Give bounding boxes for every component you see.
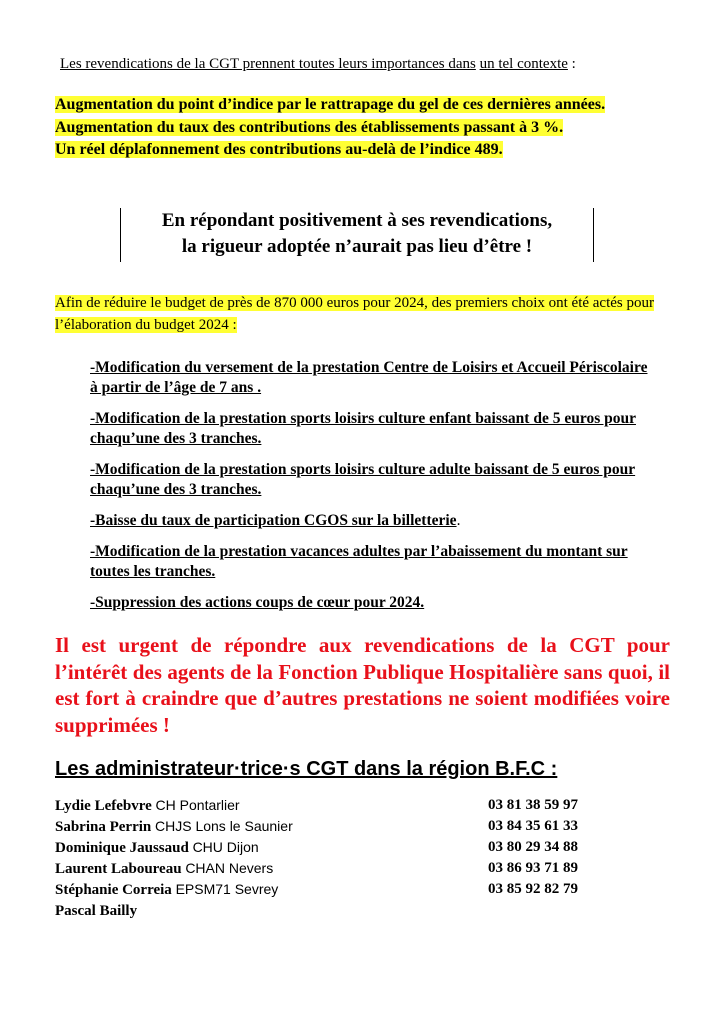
measure-text: -Modification du versement de la prestation Centre de Loisirs et Accueil Périscolaire à partir de l’âge de 7 ans . xyxy=(90,359,648,396)
contact-row xyxy=(55,881,615,902)
urgent-message xyxy=(55,632,670,738)
contact-institution: CHU Dijon xyxy=(192,839,259,855)
contact-phone: 03 86 93 71 89 xyxy=(488,860,578,876)
measure-text: -Modification de la prestation sports loisirs culture enfant baissant de 5 euros pour chaqu’une des 3 tranches. xyxy=(90,410,636,447)
measure-tail: . xyxy=(456,512,461,529)
contact-name: Sabrina Perrin xyxy=(55,819,152,835)
contact-phone: 03 80 29 34 88 xyxy=(488,839,578,855)
contact-row xyxy=(55,818,615,839)
contact-row xyxy=(55,797,615,818)
demand-text: Augmentation du taux des contributions des établissements passant à 3 %. xyxy=(55,118,564,136)
measure-text: -Modification de la prestation sports loisirs culture adulte baissant de 5 euros pour chaqu’une des 3 tranches. xyxy=(90,461,636,498)
contact-institution: CH Pontarlier xyxy=(155,797,240,813)
contact-row xyxy=(55,839,615,860)
demands-block xyxy=(55,94,675,162)
contacts-list xyxy=(55,797,615,923)
measure-text: -Suppression des actions coups de cœur pour 2024. xyxy=(90,594,425,611)
demand-item xyxy=(55,94,675,117)
contact-name: Stéphanie Correia xyxy=(55,882,172,898)
intro-line xyxy=(60,56,576,73)
measure-item xyxy=(90,593,650,613)
urgent-rest: l’intérêt des agents de la Fonction Publique Hospitalière sans quoi, il est fort à craindre que d’autres prestations ne soient modifiées voire supprimées ! xyxy=(55,659,670,737)
callout-line1: En répondant positivement à ses revendications, xyxy=(161,210,553,231)
measure-text: -Baisse du taux de participation CGOS sur la billetterie xyxy=(90,512,457,529)
contact-phone: 03 85 92 82 79 xyxy=(488,881,578,897)
contact-institution: CHJS Lons le Saunier xyxy=(155,818,293,834)
measure-item xyxy=(90,460,650,500)
intro-part3: : xyxy=(567,56,576,72)
measure-item xyxy=(90,542,650,582)
callout-line2: la rigueur adoptée n’aurait pas lieu d’être ! xyxy=(181,236,533,257)
contact-row xyxy=(55,860,615,881)
urgent-line1: Il est urgent de répondre aux revendications de la CGT pour xyxy=(55,633,670,657)
measure-item xyxy=(90,409,650,449)
intro-part2: un tel contexte xyxy=(479,56,568,72)
intro-part1: Les revendications de la CGT prennent toutes leurs importances dans xyxy=(60,56,476,72)
callout-box xyxy=(120,208,594,262)
contact-phone: 03 81 38 59 97 xyxy=(488,797,578,813)
demand-item xyxy=(55,139,675,162)
budget-intro-text: Afin de réduire le budget de près de 870 000 euros pour 2024, des premiers choix ont été actés pour l’élaboration du budget 2024 : xyxy=(55,295,654,333)
budget-intro xyxy=(55,292,667,336)
contact-name: Dominique Jaussaud xyxy=(55,840,189,856)
demand-text: Un réel déplafonnement des contributions au-delà de l’indice 489. xyxy=(55,141,503,158)
admins-title: Les administrateur·trice·s CGT dans la région B.F.C : xyxy=(55,758,558,780)
contact-institution: CHAN Nevers xyxy=(185,860,274,876)
contact-name: Laurent Laboureau xyxy=(55,861,182,877)
contact-institution: EPSM71 Sevrey xyxy=(175,881,279,897)
contact-row xyxy=(55,902,615,923)
measure-item xyxy=(90,358,650,398)
demand-text: Augmentation du point d’indice par le rattrapage du gel de ces dernières années. xyxy=(55,96,606,113)
contact-phone: 03 84 35 61 33 xyxy=(488,818,578,834)
measure-item xyxy=(90,511,650,531)
measures-list xyxy=(90,358,650,624)
measure-text: -Modification de la prestation vacances adultes par l’abaissement du montant sur toutes les tranches. xyxy=(90,543,628,580)
contact-name: Lydie Lefebvre xyxy=(55,798,152,814)
contact-name: Pascal Bailly xyxy=(55,903,138,919)
demand-item xyxy=(55,117,675,140)
